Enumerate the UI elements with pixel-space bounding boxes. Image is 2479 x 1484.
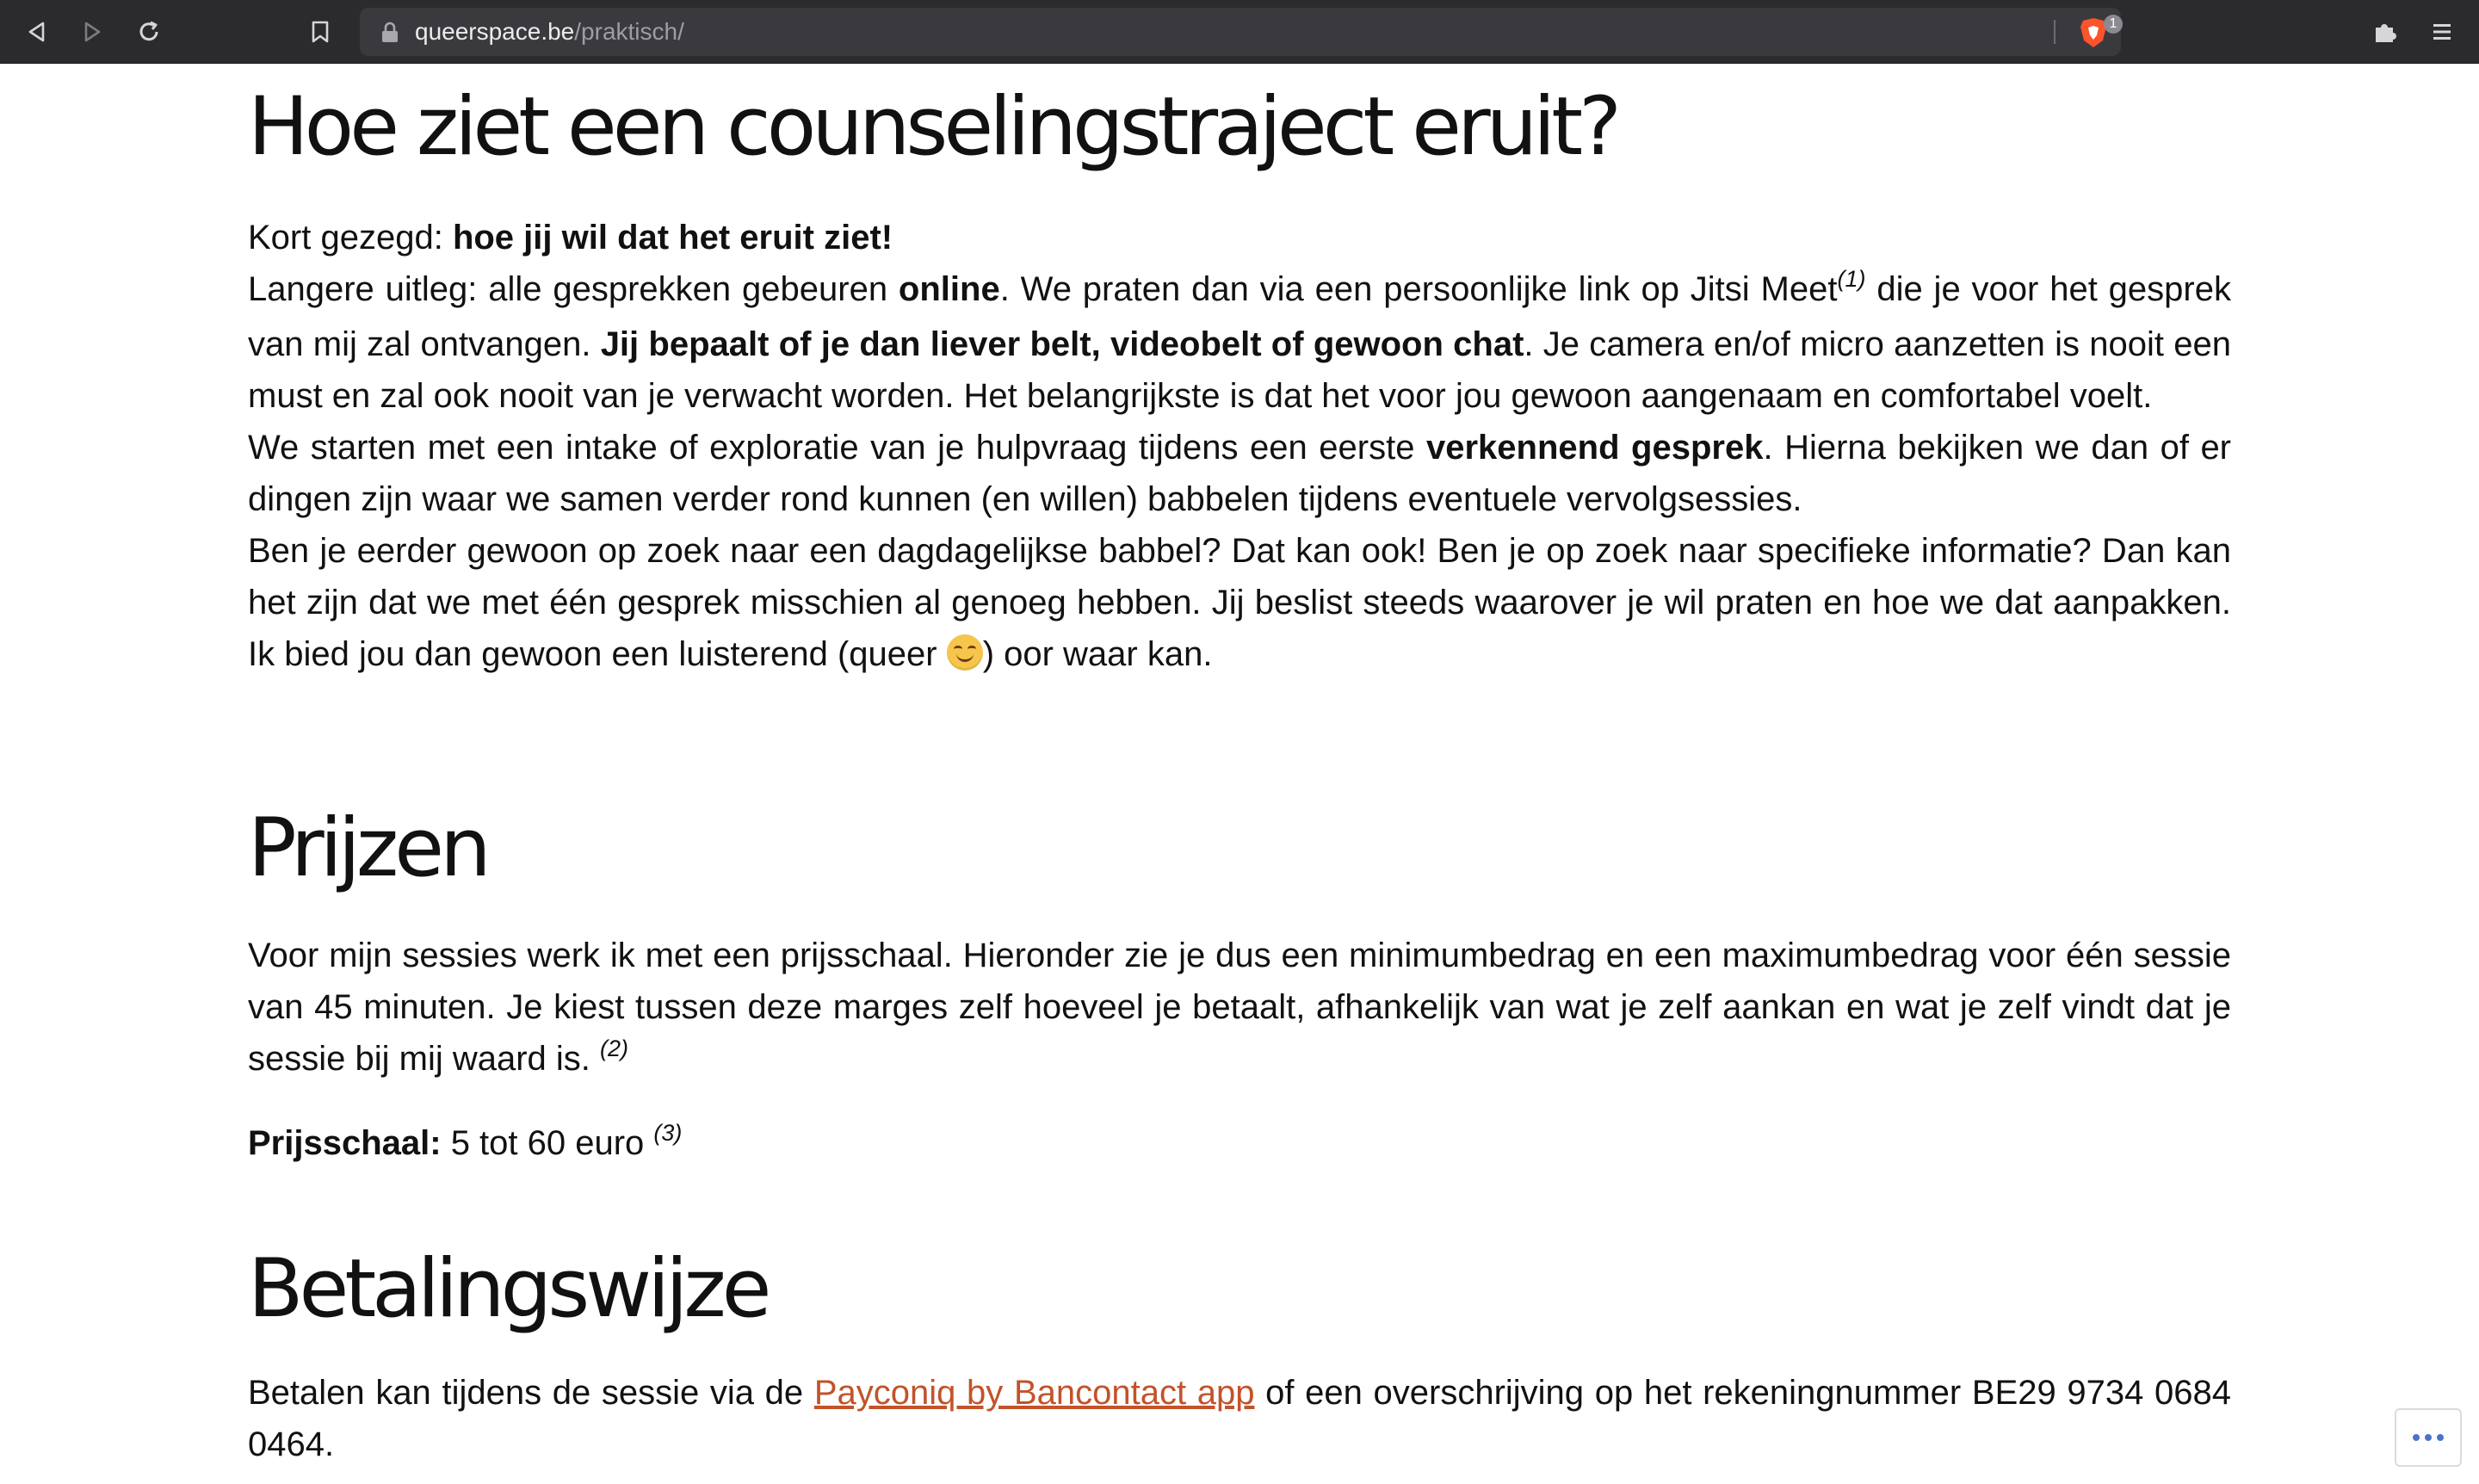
text: . Je camera en/of micro aanzetten is nooit een must en zal ook nooit van je verwacht worden. Het belangrijkste is dat het voor jou gewoon aangenaam en comfortabel voelt. (248, 325, 2232, 415)
counseling-intro (248, 212, 2231, 263)
footnote-ref-1: (1) (1837, 266, 1866, 292)
prijsschaal-label: Prijsschaal: (248, 1124, 442, 1162)
counseling-explanation (248, 263, 2231, 422)
intro-bold: hoe jij wil dat het eruit ziet! (452, 219, 893, 257)
heading-counseling: Hoe ziet een counselingstraject eruit? (248, 80, 1618, 174)
bold-verkennend: verkennend gesprek (1425, 429, 1764, 467)
text: of een overschrijving op het rekeningnummer BE29 9734 0684 0464. (248, 1374, 2232, 1463)
counseling-intake (248, 422, 2231, 525)
shields-count-badge: 1 (2104, 15, 2123, 34)
bold-choice: Jij bepaalt of je dan liever belt, videobelt of gewoon chat (600, 325, 1524, 363)
text: Ben je eerder gewoon op zoek naar een dagdagelijkse babbel? Dat kan ook! Ben je op zoek naar specifieke informatie? Dan kan het zijn dat we met één gesprek misschien al genoeg hebben. Jij beslist steeds waarover je wil praten en hoe we dat aanpakken. Ik bied jou dan gewoon een luisterend (queer (248, 532, 2231, 673)
address-bar[interactable] (360, 8, 2121, 56)
bookmark-icon[interactable] (299, 10, 342, 53)
footnote-ref-2: (2) (600, 1036, 629, 1061)
url-host: queerspace.be (415, 18, 575, 45)
forward-icon[interactable] (71, 10, 114, 53)
extensions-icon[interactable] (2364, 10, 2407, 53)
betaling-text (248, 1367, 2231, 1470)
footnote-ref-3: (3) (653, 1120, 683, 1146)
prijsschaal-value: 5 tot 60 euro (441, 1124, 654, 1162)
smiling-face-emoji-icon (947, 634, 983, 671)
lock-icon[interactable] (380, 22, 401, 44)
text: ) oor waar kan. (982, 635, 1213, 673)
text: . We praten dan via een persoonlijke link op Jitsi Meet (999, 270, 1838, 308)
url-text[interactable] (415, 8, 684, 56)
prijzen-text (248, 930, 2231, 1088)
intro-label: Kort gezegd: (248, 219, 453, 257)
text: Langere uitleg: alle gesprekken gebeuren (248, 270, 899, 308)
url-divider (2054, 20, 2056, 44)
counseling-text (248, 212, 2231, 680)
bold-online: online (898, 270, 1000, 308)
prijsschaal (248, 1117, 2231, 1172)
text: Betalen kan tijdens de sessie via de (248, 1374, 814, 1412)
text: We starten met een intake of exploratie van je hulpvraag tijdens een eerste (248, 429, 1426, 467)
heading-betalingswijze: Betalingswijze (248, 1242, 768, 1336)
more-options-button[interactable] (2395, 1408, 2462, 1467)
text: die je voor het gesprek van mij zal ontvangen. (248, 270, 2231, 363)
counseling-babbel (248, 525, 2231, 680)
back-icon[interactable] (15, 10, 59, 53)
url-path: /praktisch/ (574, 18, 684, 45)
reload-icon[interactable] (127, 10, 170, 53)
text: Voor mijn sessies werk ik met een prijsschaal. Hieronder zie je dus een minimumbedrag en een maximumbedrag voor één sessie van 45 minuten. Je kiest tussen deze marges zelf hoeveel je betaalt, afhankelijk van wat je zelf aankan en wat je zelf vindt dat je sessie bij mij waard is. (248, 937, 2231, 1078)
payconiq-link[interactable]: Payconiq by Bancontact app (813, 1374, 1255, 1412)
heading-prijzen: Prijzen (248, 801, 487, 895)
text: . Hierna bekijken we dan of er dingen zijn waar we samen verder rond kunnen (en willen) babbelen tijdens eventuele vervolgsessies. (248, 429, 2232, 518)
browser-toolbar (0, 0, 2479, 64)
menu-icon[interactable] (2420, 10, 2464, 53)
